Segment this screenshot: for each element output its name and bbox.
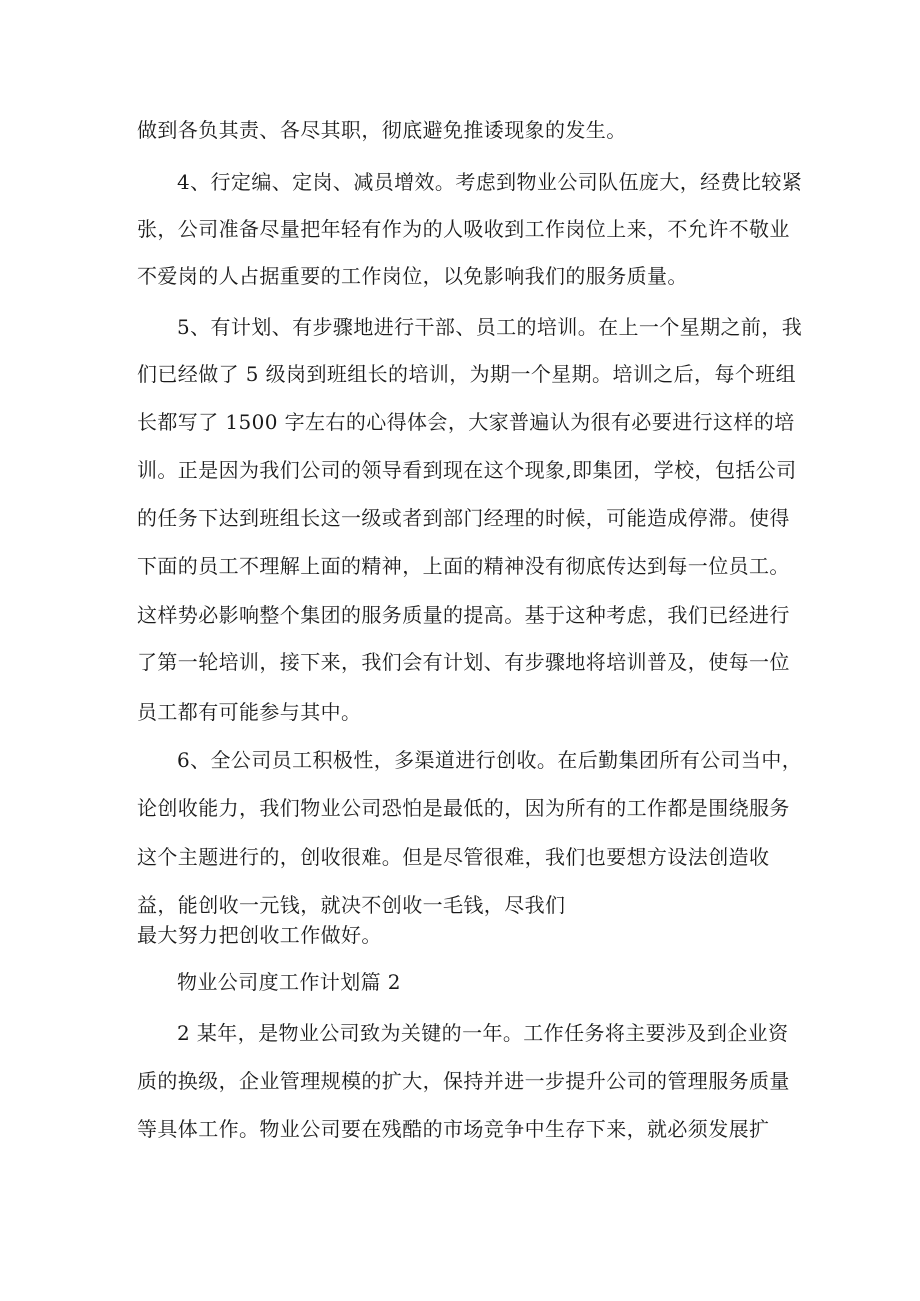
paragraph-5-start: 5、有计划、有步骤地进行干部、员工的培训。在上一个星期之前，我 (177, 315, 803, 339)
text-line: 质的换级，企业管理规模的扩大，保持并进一步提升公司的管理服务质量 (137, 1069, 790, 1093)
text-line: 们已经做了 5 级岗到班组长的培训，为期一个星期。培训之后，每个班组 (137, 362, 797, 386)
text-line: 这样势必影响整个集团的服务质量的提高。基于这种考虑，我们已经进行 (137, 603, 790, 627)
text-line: 张，公司准备尽量把年轻有作为的人吸收到工作岗位上来，不允许不敬业 (137, 217, 790, 241)
text-line: 做到各负其责、各尽其职，彻底避免推诿现象的发生。 (137, 118, 627, 142)
paragraph-6-start: 6、全公司员工积极性，多渠道进行创收。在后勤集团所有公司当中， (177, 748, 803, 772)
text-line: 长都写了 1500 字左右的心得体会，大家普遍认为很有必要进行这样的培 (137, 410, 795, 434)
text-line: 这个主题进行的，创收很难。但是尽管很难，我们也要想方设法创造收 (137, 845, 770, 869)
text-line: 员工都有可能参与其中。 (137, 700, 362, 724)
text-line: 训。正是因为我们公司的领导看到现在这个现象,即集团，学校，包括公司 (137, 458, 797, 482)
text-line: 了第一轮培训，接下来，我们会有计划、有步骤地将培训普及，使每一位 (137, 650, 790, 674)
text-line: 的任务下达到班组长这一级或者到部门经理的时候，可能造成停滞。使得 (137, 506, 790, 530)
text-line: 益，能创收一元钱，就决不创收一毛钱，尽我们 (137, 893, 566, 917)
text-line: 等具体工作。物业公司要在残酷的市场竞争中生存下来，就必须发展扩 (137, 1117, 770, 1141)
text-line: 最大努力把创收工作做好。 (137, 923, 382, 947)
text-line: 不爱岗的人占据重要的工作岗位，以免影响我们的服务质量。 (137, 264, 688, 288)
text-line: 论创收能力，我们物业公司恐怕是最低的，因为所有的工作都是围绕服务 (137, 796, 790, 820)
paragraph-section2-start: 2 某年，是物业公司致为关键的一年。工作任务将主要涉及到企业资 (177, 1021, 789, 1045)
text-line: 下面的员工不理解上面的精神，上面的精神没有彻底传达到每一位员工。 (137, 554, 790, 578)
paragraph-4-start: 4、行定编、定岗、减员增效。考虑到物业公司队伍庞大，经费比较紧 (177, 170, 803, 194)
section-heading: 物业公司度工作计划篇 2 (177, 970, 401, 994)
